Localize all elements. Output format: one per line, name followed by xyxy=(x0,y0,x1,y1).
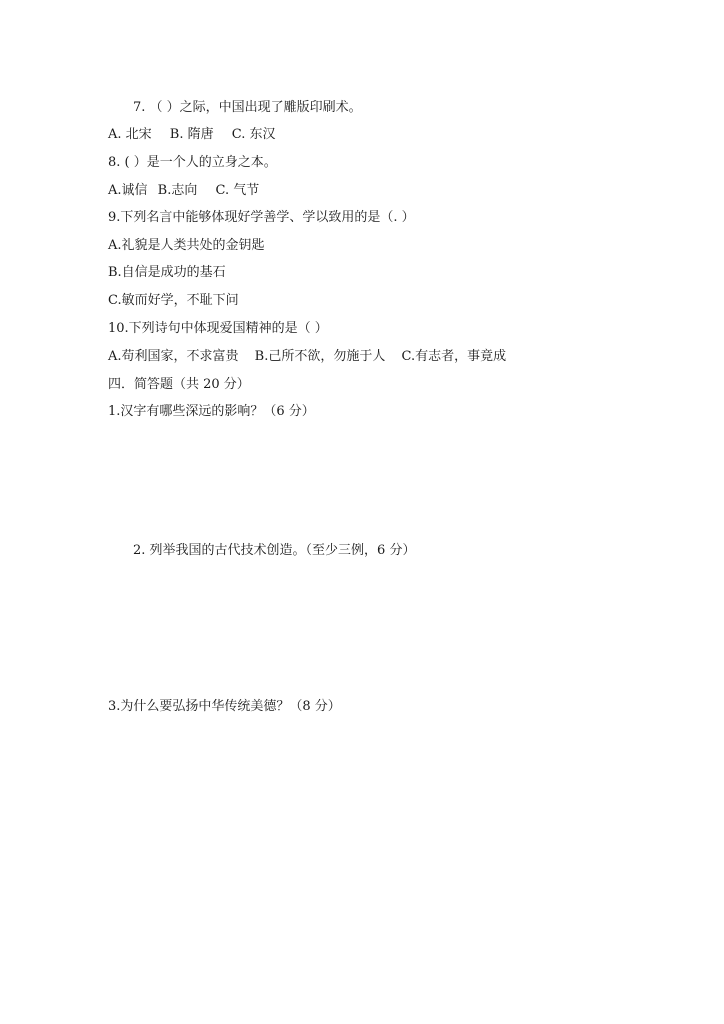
option-b: B.己所不欲，勿施于人 xyxy=(254,349,386,364)
question-7-options xyxy=(108,126,276,144)
question-7: 7. （ ）之际，中国出现了雕版印刷术。 xyxy=(133,100,362,115)
question-8-options xyxy=(108,182,259,200)
question-9: 9.下列名言中能够体现好学善学、学以致用的是（. ） xyxy=(108,210,415,225)
short-answer-3: 3.为什么要弘扬中华传统美德？（8 分） xyxy=(108,699,341,714)
option-a: A.诚信 xyxy=(108,183,148,198)
option-c: C. 东汉 xyxy=(231,127,276,142)
question-8: 8. ( ）是一个人的立身之本。 xyxy=(108,155,277,170)
question-10-options xyxy=(108,348,506,366)
option-a: A.苟利国家，不求富贵 xyxy=(108,349,239,364)
short-answer-2: 2. 列举我国的古代技术创造。（至少三例，6 分） xyxy=(133,543,416,558)
option-b: B. 隋唐 xyxy=(169,127,214,142)
question-10: 10.下列诗句中体现爱国精神的是（ ） xyxy=(108,321,328,336)
option-a: A. 北宋 xyxy=(108,127,152,142)
option-c: C. 气节 xyxy=(215,183,260,198)
question-9-option-a: A.礼貌是人类共处的金钥匙 xyxy=(108,238,265,253)
section-heading: 四．简答题（共 20 分） xyxy=(108,377,250,392)
option-b: B.志向 xyxy=(157,183,198,198)
question-9-option-c: C.敏而好学，不耻下问 xyxy=(108,293,239,308)
short-answer-1: 1.汉字有哪些深远的影响？（6 分） xyxy=(108,404,315,419)
question-9-option-b: B.自信是成功的基石 xyxy=(108,265,226,280)
option-c: C.有志者，事竟成 xyxy=(401,349,507,364)
